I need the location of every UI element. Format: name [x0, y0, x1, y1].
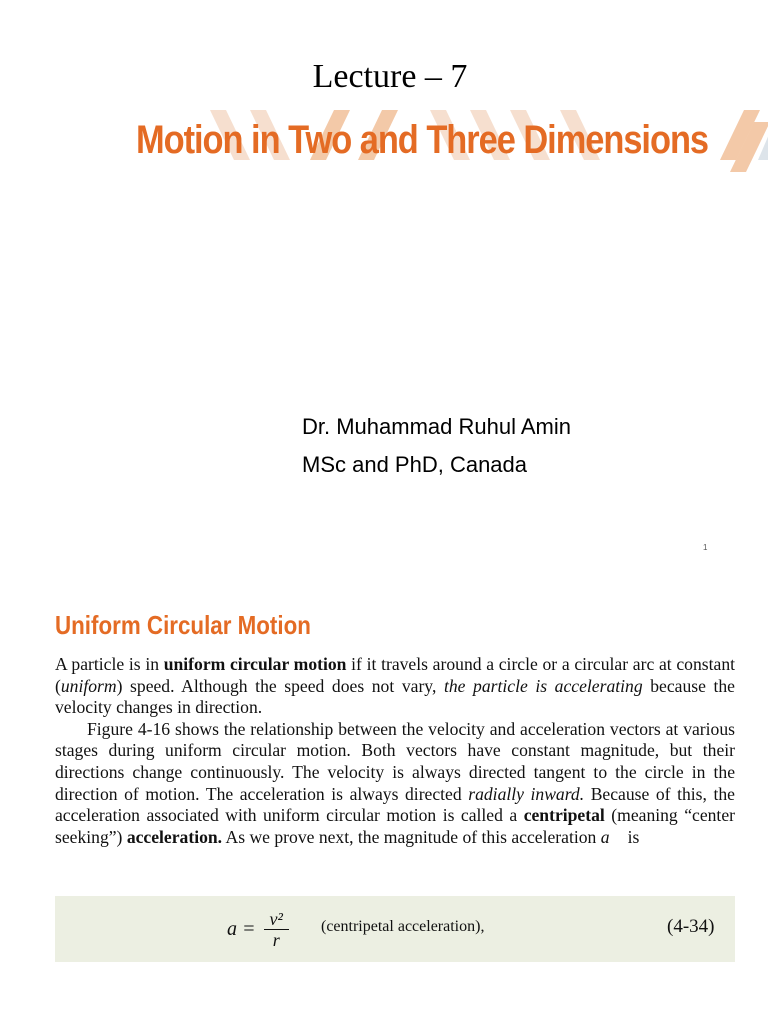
equation-box: [55, 896, 735, 962]
text-run: As we prove next, the magnitude of this acceleration: [222, 826, 601, 847]
text-run: if it travels around a circle or a circular arc at constant (: [55, 654, 736, 696]
author-name: Dr. Muhammad Ruhul Amin: [302, 414, 571, 439]
body-text: [55, 654, 735, 848]
bold-text: uniform circular motion: [163, 654, 347, 674]
equation-lhs: a =: [227, 917, 256, 940]
paragraph-2: [55, 719, 735, 849]
text-run: (meaning “center seeking”): [55, 805, 735, 847]
section-heading: Uniform Circular Motion: [55, 610, 311, 640]
lecture-title: Lecture – 7: [312, 58, 468, 95]
banner-title: Motion in Two and Three Dimensions: [136, 118, 709, 162]
text-run: A particle is in: [55, 654, 164, 674]
text-run: because the velocity changes in direction.: [55, 675, 735, 718]
italic-text: uniform: [60, 675, 117, 696]
bold-text: centripetal: [523, 805, 605, 826]
equation-numerator: v²: [264, 909, 289, 930]
text-run: Because of this, the acceleration associated with uniform circular motion is called a: [55, 783, 735, 826]
bold-text: acceleration.: [126, 826, 223, 847]
text-run: ) speed. Although the speed does not vary,: [116, 675, 444, 696]
equation-fraction: [264, 909, 289, 950]
slide-2: [0, 570, 768, 1024]
author-block: [302, 408, 571, 484]
slide-number: 1: [703, 543, 708, 552]
equation-denominator: r: [272, 929, 280, 950]
equation-number: (4-34): [667, 916, 715, 937]
italic-text: the particle is accelerating: [443, 675, 643, 696]
italic-text: a⃗: [600, 826, 624, 847]
italic-text: radially inward.: [468, 783, 585, 804]
equation-description: (centripetal acceleration),: [321, 918, 485, 935]
equation-formula: [227, 906, 289, 952]
text-run: Figure 4-16 shows the relationship between the velocity and acceleration vectors at various stages during uniform circular motion. Both vectors have constant magnitude, but their directions change continuously. The velocity is always directed tangent to the circle in the direction of motion. The acceleration is always directed: [55, 718, 735, 804]
text-run: is: [623, 826, 640, 847]
author-degree: MSc and PhD, Canada: [302, 452, 528, 477]
paragraph-1: [55, 654, 735, 719]
